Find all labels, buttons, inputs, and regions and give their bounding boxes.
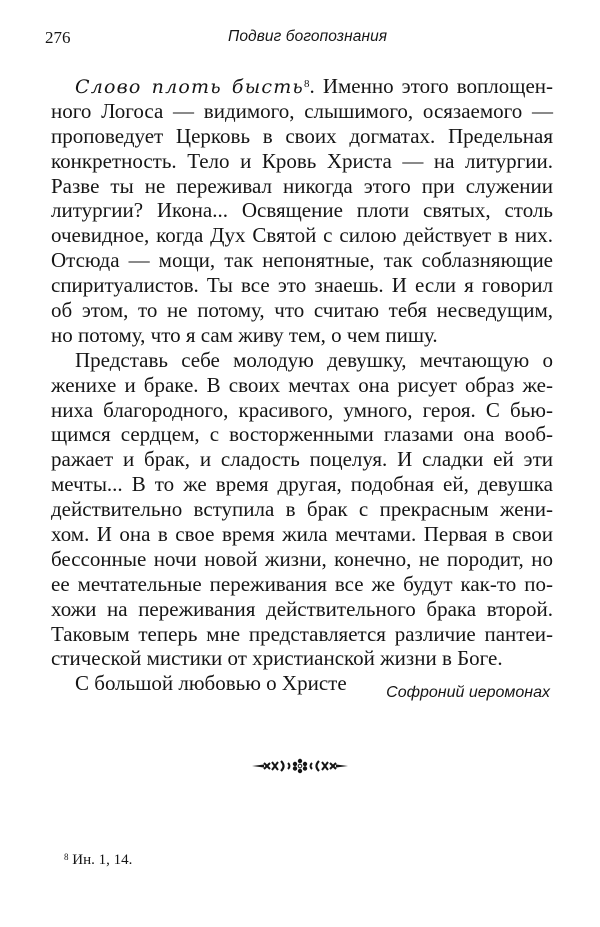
- text-line: стической мистики от христианской жизни в Боге.: [51, 646, 503, 671]
- text-line: литургии? Икона... Освящение плоти святых, столь: [51, 198, 553, 223]
- text-line: хожи на переживания действительного брака второй.: [51, 596, 553, 621]
- text-line: щимся сердцем, с восторженными глазами она вооб-: [51, 422, 553, 447]
- text-line: ниха благородного, красивого, умного, героя. С бью-: [51, 397, 553, 422]
- signature: Софроний иеромонах: [386, 684, 550, 701]
- page-number: 276: [45, 28, 71, 47]
- text-line: но потому, что я сам живу тем, о чем пишу.: [51, 322, 438, 347]
- text-line: мечты... В то же время другая, подобная ей, девушка: [51, 472, 553, 497]
- text-line: женихе и браке. В своих мечтах она рисует образ же-: [51, 372, 553, 397]
- text-line: ного Логоса — видимого, слышимого, осязаемого —: [51, 98, 553, 123]
- text-line: ражает и брак, и сладость поцелуя. И сладки ей эти: [51, 447, 553, 472]
- closing-line: С большой любовью о Христе: [75, 671, 347, 696]
- text-line: Разве ты не переживал никогда этого при служении: [51, 173, 553, 198]
- scripture-quote: Слово плоть бысть: [75, 76, 304, 98]
- text-line: бессонные ночи новой жизни, конечно, не породит, но: [51, 546, 553, 571]
- text-line: хом. И она в свое время жила мечтами. Первая в свои: [51, 522, 553, 547]
- text-line: об этом, то не потому, что считаю тебя несведущим,: [51, 298, 553, 323]
- text-line: Таковым теперь мне представляется различие пантеи-: [51, 621, 553, 646]
- text-line: конкретность. Тело и Кровь Христа — на литургии.: [51, 148, 553, 173]
- running-title: Подвиг богопознания: [228, 28, 388, 45]
- body-text: [51, 74, 553, 696]
- footnote: [64, 852, 132, 869]
- text-line: ее мечтательные переживания все же будут как-то по-: [51, 571, 553, 596]
- floral-divider-icon: [250, 757, 350, 775]
- footnote-text: Ин. 1, 14.: [72, 852, 133, 868]
- footnote-marker: 8: [64, 852, 69, 862]
- text-line: Отсюда — мощи, так непонятные, так соблазняющие: [51, 248, 553, 273]
- text-line: спиритуалистов. Ты все это знаешь. И если я говорил: [51, 273, 553, 298]
- text-line: очевидное, когда Дух Святой с силою действует в них.: [51, 223, 553, 248]
- text-line: Слово плоть бысть$^8$. Именно этого воплощен-: [75, 74, 553, 98]
- text-line: действительно вступила в брак с прекрасным жени-: [51, 497, 553, 522]
- text-line: Представь себе молодую девушку, мечтающую о: [75, 347, 553, 372]
- text-line: проповедует Церковь в своих догматах. Предельная: [51, 123, 553, 148]
- running-header: [45, 28, 550, 50]
- footnote-reference[interactable]: 8: [303, 78, 310, 90]
